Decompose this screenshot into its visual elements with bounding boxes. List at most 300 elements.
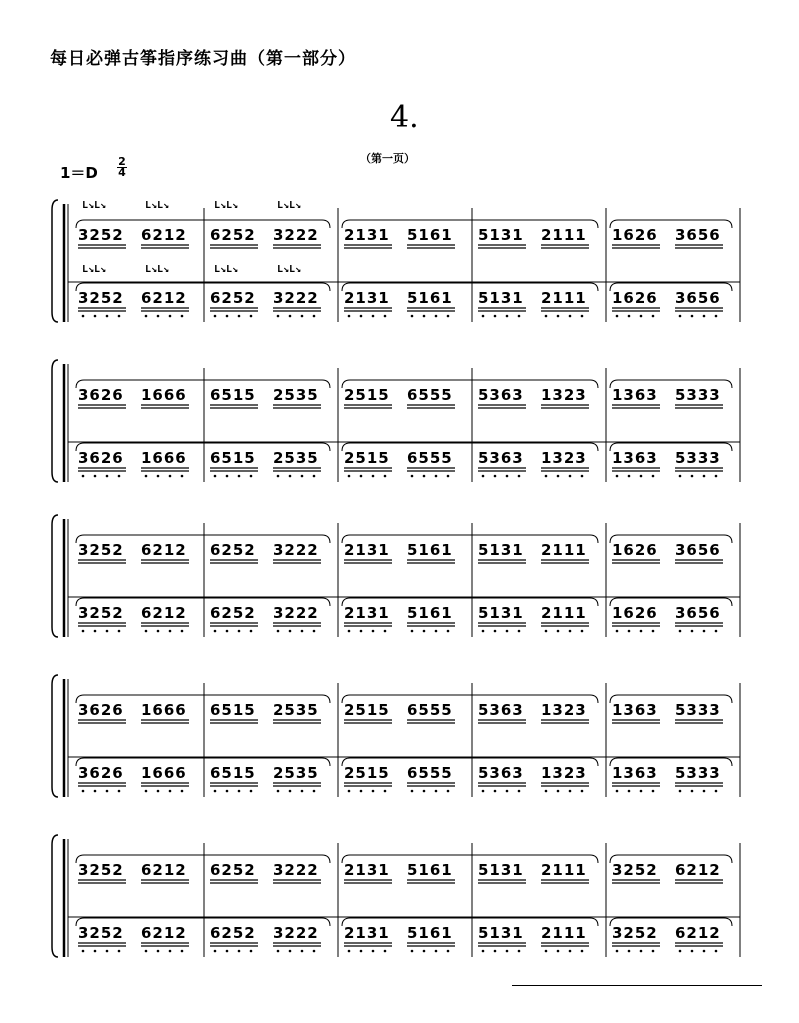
system-brace — [52, 835, 58, 957]
note-group: 6252 — [210, 924, 256, 942]
note-group: 3222 — [273, 289, 319, 307]
note-group: 3252 — [612, 924, 658, 942]
octave-dot — [157, 950, 160, 953]
note-group: 3252 — [78, 924, 124, 942]
octave-dot — [569, 950, 572, 953]
octave-dot — [289, 315, 292, 318]
octave-dot — [384, 315, 387, 318]
octave-dot — [423, 790, 426, 793]
octave-dot — [384, 790, 387, 793]
octave-dot — [82, 315, 85, 318]
octave-dot — [157, 475, 160, 478]
octave-dot — [703, 630, 706, 633]
octave-dot — [94, 630, 97, 633]
octave-dot — [569, 315, 572, 318]
note-group: 2131 — [344, 289, 390, 307]
note-group: 3626 — [78, 764, 124, 782]
octave-dot — [277, 315, 280, 318]
octave-dot — [226, 315, 229, 318]
note-group: 5131 — [478, 226, 524, 244]
octave-dot — [238, 790, 241, 793]
system-brace — [52, 515, 58, 637]
octave-dot — [313, 790, 316, 793]
octave-dot — [435, 630, 438, 633]
note-group: 5161 — [407, 861, 453, 879]
octave-dot — [557, 315, 560, 318]
octave-dot — [581, 630, 584, 633]
note-group: 3656 — [675, 604, 721, 622]
octave-dot — [238, 315, 241, 318]
note-group: 5363 — [478, 701, 524, 719]
octave-dot — [238, 630, 241, 633]
note-group: 5333 — [675, 386, 721, 404]
note-group: 5333 — [675, 449, 721, 467]
note-group: 2515 — [344, 449, 390, 467]
octave-dot — [494, 950, 497, 953]
octave-dot — [118, 790, 121, 793]
note-group: 5131 — [478, 541, 524, 559]
octave-dot — [118, 315, 121, 318]
octave-dot — [703, 950, 706, 953]
note-group: 5363 — [478, 386, 524, 404]
note-group: 6555 — [407, 764, 453, 782]
octave-dot — [348, 315, 351, 318]
octave-dot — [652, 790, 655, 793]
octave-dot — [277, 790, 280, 793]
octave-dot — [557, 475, 560, 478]
note-group: 3656 — [675, 541, 721, 559]
octave-dot — [411, 950, 414, 953]
octave-dot — [703, 315, 706, 318]
note-group: 2111 — [541, 226, 587, 244]
note-group: 6212 — [675, 861, 721, 879]
octave-dot — [250, 790, 253, 793]
note-group: 1626 — [612, 604, 658, 622]
octave-dot — [94, 315, 97, 318]
octave-dot — [250, 475, 253, 478]
note-group: 3252 — [612, 861, 658, 879]
octave-dot — [423, 475, 426, 478]
octave-dot — [289, 475, 292, 478]
octave-dot — [313, 315, 316, 318]
octave-dot — [145, 950, 148, 953]
note-group: 6212 — [141, 604, 187, 622]
octave-dot — [506, 475, 509, 478]
time-signature-top: 2 — [118, 155, 126, 168]
note-group: 6212 — [141, 289, 187, 307]
note-group: 2131 — [344, 924, 390, 942]
footer-rule — [512, 985, 762, 986]
octave-dot — [106, 790, 109, 793]
octave-dot — [423, 630, 426, 633]
octave-dot — [581, 950, 584, 953]
octave-dot — [301, 790, 304, 793]
note-group: 5161 — [407, 226, 453, 244]
note-group: 6252 — [210, 604, 256, 622]
octave-dot — [94, 790, 97, 793]
note-group: 6252 — [210, 861, 256, 879]
octave-dot — [250, 630, 253, 633]
octave-dot — [569, 790, 572, 793]
octave-dot — [277, 950, 280, 953]
octave-dot — [250, 315, 253, 318]
octave-dot — [482, 950, 485, 953]
octave-dot — [715, 630, 718, 633]
octave-dot — [715, 950, 718, 953]
octave-dot — [545, 315, 548, 318]
note-group: 5131 — [478, 861, 524, 879]
octave-dot — [214, 630, 217, 633]
note-group: 2535 — [273, 701, 319, 719]
octave-dot — [360, 475, 363, 478]
octave-dot — [145, 475, 148, 478]
octave-dot — [581, 790, 584, 793]
octave-dot — [277, 475, 280, 478]
note-group: 1323 — [541, 764, 587, 782]
octave-dot — [372, 790, 375, 793]
octave-dot — [169, 790, 172, 793]
octave-dot — [360, 950, 363, 953]
note-group: 2535 — [273, 386, 319, 404]
note-group: 3222 — [273, 226, 319, 244]
octave-dot — [82, 950, 85, 953]
octave-dot — [518, 950, 521, 953]
note-group: 3656 — [675, 226, 721, 244]
octave-dot — [348, 790, 351, 793]
octave-dot — [569, 475, 572, 478]
note-group: 1666 — [141, 386, 187, 404]
octave-dot — [447, 790, 450, 793]
octave-dot — [494, 630, 497, 633]
note-group: 5161 — [407, 924, 453, 942]
octave-dot — [348, 950, 351, 953]
note-group: 6515 — [210, 449, 256, 467]
octave-dot — [691, 790, 694, 793]
note-group: 2515 — [344, 701, 390, 719]
octave-dot — [640, 630, 643, 633]
octave-dot — [181, 475, 184, 478]
octave-dot — [652, 950, 655, 953]
system-brace — [52, 360, 58, 482]
octave-dot — [301, 315, 304, 318]
octave-dot — [313, 950, 316, 953]
note-group: 6515 — [210, 764, 256, 782]
octave-dot — [214, 790, 217, 793]
document-title: 每日必弹古筝指序练习曲（第一部分） — [50, 49, 356, 69]
fingering-mark: L↘L↘ — [145, 200, 170, 211]
note-group: 1666 — [141, 764, 187, 782]
octave-dot — [482, 475, 485, 478]
octave-dot — [372, 630, 375, 633]
octave-dot — [360, 790, 363, 793]
octave-dot — [506, 630, 509, 633]
note-group: 3252 — [78, 604, 124, 622]
octave-dot — [628, 315, 631, 318]
note-group: 3252 — [78, 226, 124, 244]
octave-dot — [313, 475, 316, 478]
octave-dot — [169, 950, 172, 953]
octave-dot — [384, 475, 387, 478]
octave-dot — [181, 790, 184, 793]
octave-dot — [679, 950, 682, 953]
piece-number: 4. — [390, 100, 419, 135]
fingering-mark: L↘L↘ — [82, 264, 107, 275]
octave-dot — [545, 630, 548, 633]
octave-dot — [82, 630, 85, 633]
octave-dot — [628, 950, 631, 953]
octave-dot — [214, 950, 217, 953]
note-group: 6252 — [210, 226, 256, 244]
octave-dot — [679, 790, 682, 793]
octave-dot — [106, 315, 109, 318]
octave-dot — [616, 790, 619, 793]
octave-dot — [581, 315, 584, 318]
octave-dot — [301, 950, 304, 953]
octave-dot — [435, 475, 438, 478]
octave-dot — [145, 790, 148, 793]
page-label: （第一页） — [360, 152, 415, 165]
note-group: 3222 — [273, 604, 319, 622]
octave-dot — [518, 315, 521, 318]
note-group: 2111 — [541, 289, 587, 307]
octave-dot — [482, 790, 485, 793]
octave-dot — [482, 315, 485, 318]
octave-dot — [715, 475, 718, 478]
note-group: 6252 — [210, 289, 256, 307]
octave-dot — [506, 315, 509, 318]
note-group: 1323 — [541, 386, 587, 404]
note-group: 6555 — [407, 449, 453, 467]
octave-dot — [628, 630, 631, 633]
fingering-mark: L↘L↘ — [214, 200, 239, 211]
note-group: 5333 — [675, 701, 721, 719]
octave-dot — [82, 790, 85, 793]
octave-dot — [348, 475, 351, 478]
note-group: 3656 — [675, 289, 721, 307]
octave-dot — [411, 315, 414, 318]
octave-dot — [181, 315, 184, 318]
octave-dot — [360, 630, 363, 633]
octave-dot — [301, 630, 304, 633]
note-group: 3222 — [273, 541, 319, 559]
fingering-mark: L↘L↘ — [277, 264, 302, 275]
note-group: 3222 — [273, 924, 319, 942]
octave-dot — [145, 630, 148, 633]
system-brace — [52, 675, 58, 797]
octave-dot — [157, 315, 160, 318]
note-group: 5161 — [407, 604, 453, 622]
note-group: 1323 — [541, 701, 587, 719]
octave-dot — [581, 475, 584, 478]
note-group: 1363 — [612, 386, 658, 404]
note-group: 3222 — [273, 861, 319, 879]
octave-dot — [628, 475, 631, 478]
octave-dot — [652, 630, 655, 633]
note-group: 1626 — [612, 226, 658, 244]
octave-dot — [715, 790, 718, 793]
note-group: 6555 — [407, 701, 453, 719]
octave-dot — [106, 630, 109, 633]
octave-dot — [181, 630, 184, 633]
octave-dot — [238, 950, 241, 953]
octave-dot — [545, 475, 548, 478]
octave-dot — [447, 950, 450, 953]
octave-dot — [557, 950, 560, 953]
note-group: 2111 — [541, 924, 587, 942]
note-group: 3626 — [78, 449, 124, 467]
octave-dot — [435, 950, 438, 953]
note-group: 6212 — [675, 924, 721, 942]
note-group: 2111 — [541, 604, 587, 622]
note-group: 5333 — [675, 764, 721, 782]
octave-dot — [226, 950, 229, 953]
octave-dot — [289, 950, 292, 953]
key-signature: 1＝D — [60, 164, 98, 182]
octave-dot — [169, 315, 172, 318]
octave-dot — [691, 950, 694, 953]
octave-dot — [640, 790, 643, 793]
note-group: 6515 — [210, 386, 256, 404]
note-group: 2535 — [273, 449, 319, 467]
octave-dot — [181, 950, 184, 953]
note-group: 5131 — [478, 604, 524, 622]
octave-dot — [82, 475, 85, 478]
note-group: 2131 — [344, 541, 390, 559]
octave-dot — [169, 475, 172, 478]
octave-dot — [106, 950, 109, 953]
note-group: 6212 — [141, 226, 187, 244]
octave-dot — [348, 630, 351, 633]
note-group: 1363 — [612, 701, 658, 719]
note-group: 5161 — [407, 289, 453, 307]
octave-dot — [691, 475, 694, 478]
octave-dot — [372, 475, 375, 478]
octave-dot — [679, 630, 682, 633]
octave-dot — [411, 630, 414, 633]
octave-dot — [226, 630, 229, 633]
note-group: 5161 — [407, 541, 453, 559]
octave-dot — [157, 790, 160, 793]
octave-dot — [169, 630, 172, 633]
note-group: 2111 — [541, 541, 587, 559]
octave-dot — [214, 475, 217, 478]
octave-dot — [494, 315, 497, 318]
fingering-mark: L↘L↘ — [82, 200, 107, 211]
note-group: 3252 — [78, 541, 124, 559]
fingering-mark: L↘L↘ — [277, 200, 302, 211]
note-group: 1666 — [141, 449, 187, 467]
note-group: 1666 — [141, 701, 187, 719]
octave-dot — [226, 790, 229, 793]
octave-dot — [518, 630, 521, 633]
octave-dot — [616, 950, 619, 953]
note-group: 2131 — [344, 861, 390, 879]
note-group: 5363 — [478, 764, 524, 782]
note-group: 1626 — [612, 541, 658, 559]
note-group: 3252 — [78, 861, 124, 879]
octave-dot — [372, 950, 375, 953]
note-group: 6555 — [407, 386, 453, 404]
octave-dot — [94, 475, 97, 478]
note-group: 1626 — [612, 289, 658, 307]
note-group: 6212 — [141, 541, 187, 559]
octave-dot — [640, 475, 643, 478]
octave-dot — [226, 475, 229, 478]
octave-dot — [616, 630, 619, 633]
system-brace — [52, 200, 58, 322]
octave-dot — [372, 315, 375, 318]
octave-dot — [157, 630, 160, 633]
octave-dot — [715, 315, 718, 318]
octave-dot — [494, 790, 497, 793]
octave-dot — [518, 475, 521, 478]
fingering-mark: L↘L↘ — [214, 264, 239, 275]
note-group: 2111 — [541, 861, 587, 879]
octave-dot — [289, 630, 292, 633]
note-group: 3626 — [78, 701, 124, 719]
note-group: 2131 — [344, 226, 390, 244]
octave-dot — [569, 630, 572, 633]
note-group: 5131 — [478, 924, 524, 942]
octave-dot — [411, 475, 414, 478]
note-group: 5131 — [478, 289, 524, 307]
octave-dot — [384, 950, 387, 953]
octave-dot — [301, 475, 304, 478]
octave-dot — [411, 790, 414, 793]
octave-dot — [145, 315, 148, 318]
octave-dot — [447, 315, 450, 318]
octave-dot — [640, 315, 643, 318]
octave-dot — [435, 790, 438, 793]
note-group: 5363 — [478, 449, 524, 467]
octave-dot — [423, 315, 426, 318]
note-group: 2131 — [344, 604, 390, 622]
octave-dot — [447, 475, 450, 478]
octave-dot — [214, 315, 217, 318]
octave-dot — [616, 475, 619, 478]
octave-dot — [106, 475, 109, 478]
octave-dot — [703, 475, 706, 478]
octave-dot — [652, 315, 655, 318]
octave-dot — [250, 950, 253, 953]
fingering-mark: L↘L↘ — [145, 264, 170, 275]
octave-dot — [482, 630, 485, 633]
octave-dot — [435, 315, 438, 318]
octave-dot — [118, 630, 121, 633]
note-group: 6212 — [141, 924, 187, 942]
octave-dot — [691, 315, 694, 318]
octave-dot — [118, 475, 121, 478]
octave-dot — [506, 790, 509, 793]
octave-dot — [423, 950, 426, 953]
octave-dot — [557, 630, 560, 633]
octave-dot — [447, 630, 450, 633]
octave-dot — [94, 950, 97, 953]
octave-dot — [238, 475, 241, 478]
note-group: 2515 — [344, 764, 390, 782]
octave-dot — [679, 315, 682, 318]
note-group: 2535 — [273, 764, 319, 782]
octave-dot — [494, 475, 497, 478]
note-group: 1363 — [612, 764, 658, 782]
note-group: 6252 — [210, 541, 256, 559]
octave-dot — [506, 950, 509, 953]
octave-dot — [640, 950, 643, 953]
note-group: 3252 — [78, 289, 124, 307]
octave-dot — [518, 790, 521, 793]
octave-dot — [703, 790, 706, 793]
octave-dot — [679, 475, 682, 478]
